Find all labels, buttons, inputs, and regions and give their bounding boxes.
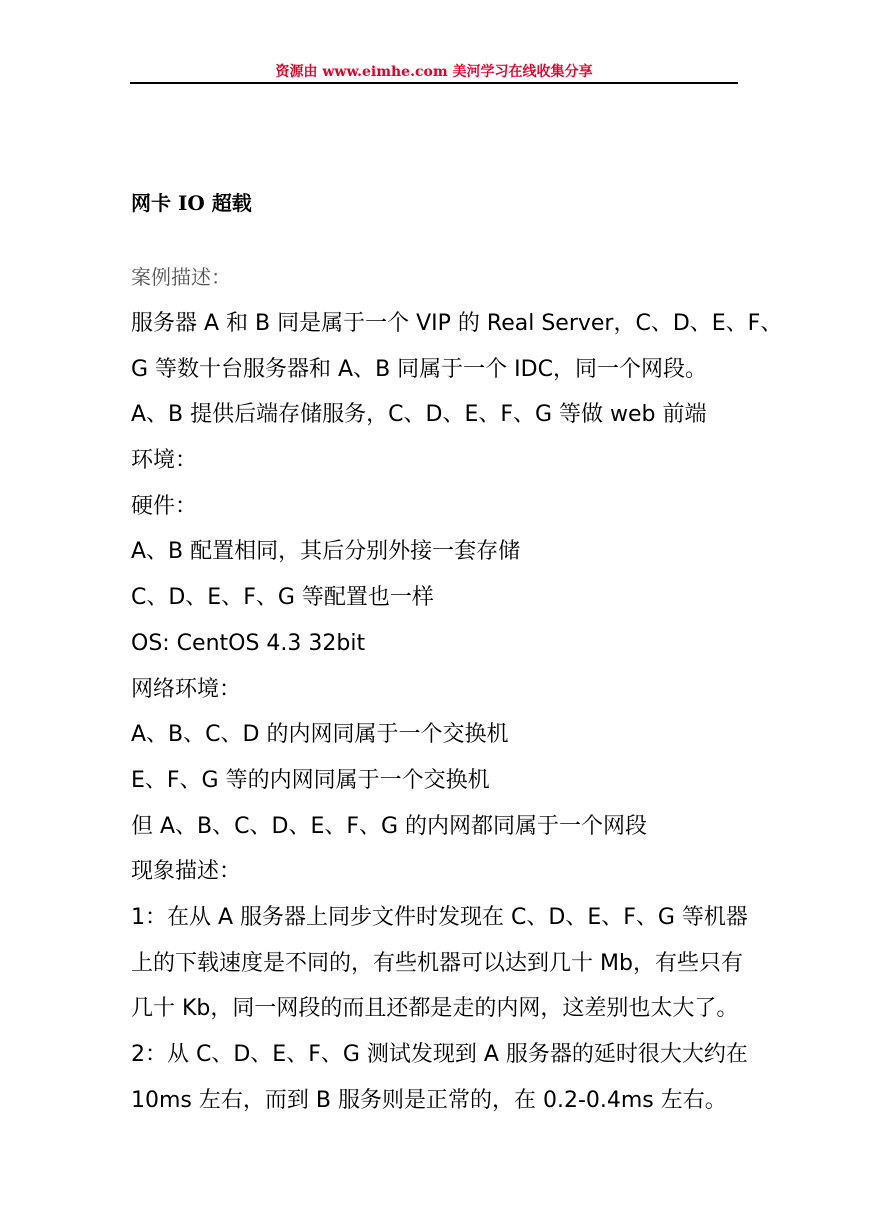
body-line: 10ms 左右，而到 B 服务则是正常的，在 0.2-0.4ms 左右。: [131, 1087, 727, 1113]
document-title: 网卡 IO 超载: [131, 191, 252, 215]
body-line: 服务器 A 和 B 同是属于一个 VIP 的 Real Server，C、D、E、F、: [131, 311, 783, 336]
body-line: A、B 提供后端存储服务，C、D、E、F、G 等做 web 前端: [131, 402, 707, 428]
body-line: 2：从 C、D、E、F、G 测试发现到 A 服务器的延时很大大约在: [131, 1042, 748, 1067]
body-line: A、B 配置相同，其后分别外接一套存储: [131, 539, 521, 565]
case-description-label: 案例描述：: [131, 265, 231, 289]
header-divider: [130, 82, 738, 84]
os-line: OS: CentOS 4.3 32bit: [131, 630, 366, 656]
body-line: E、F、G 等的内网同属于一个交换机: [131, 767, 490, 793]
page-header: 资源由 www.eimhe.com 美河学习在线收集分享: [275, 64, 593, 80]
body-line: 几十 Kb，同一网段的而且还都是走的内网，这差别也太大了。: [131, 996, 739, 1022]
hardware-heading: 硬件：: [131, 493, 198, 519]
symptom-heading: 现象描述：: [131, 859, 242, 885]
body-line: C、D、E、F、G 等配置也一样: [131, 585, 434, 611]
network-heading: 网络环境：: [131, 676, 242, 702]
body-line: 上的下载速度是不同的，有些机器可以达到几十 Mb，有些只有: [131, 950, 743, 976]
body-line: 但 A、B、C、D、E、F、G 的内网都同属于一个网段: [131, 813, 648, 839]
body-line: G 等数十台服务器和 A、B 同属于一个 IDC，同一个网段。: [131, 356, 707, 382]
body-line: A、B、C、D 的内网同属于一个交换机: [131, 722, 509, 748]
document-body: [131, 308, 783, 1130]
body-line: 1：在从 A 服务器上同步文件时发现在 C、D、E、F、G 等机器: [131, 904, 748, 930]
environment-heading: 环境：: [131, 448, 198, 474]
